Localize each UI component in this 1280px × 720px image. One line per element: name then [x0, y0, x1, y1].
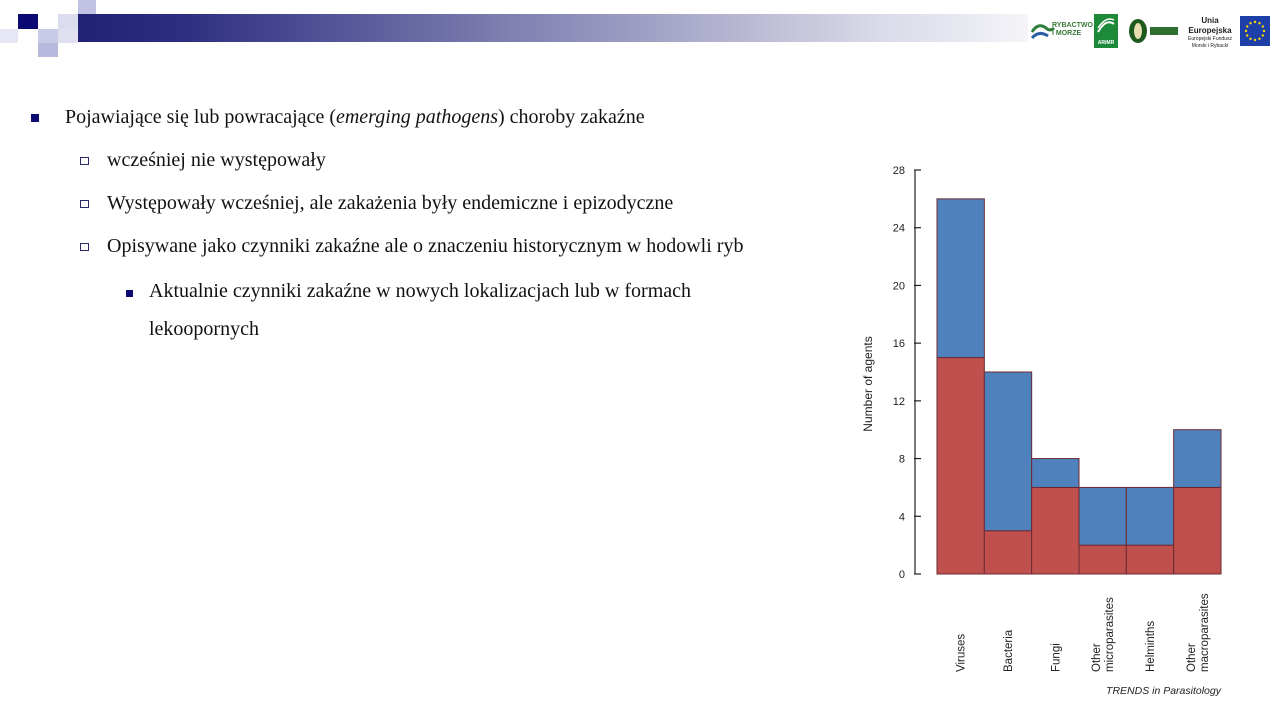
eu-subtitle-2: Morski i Rybacki: [1191, 43, 1229, 49]
bullet-marker: [80, 200, 89, 208]
bullet-marker: [31, 114, 39, 122]
bullet-level2: Występowały wcześniej, ale zakażenia były endemiczne i epizodyczne: [107, 192, 674, 214]
bar-segment-red: [1126, 545, 1173, 574]
eu-title: Unia Europejska: [1188, 16, 1232, 35]
logo-strip: [1030, 14, 1275, 50]
bullet-level1: [65, 105, 645, 129]
bullet-level3-continuation: lekoopornych: [149, 318, 259, 340]
y-tick-label: 20: [892, 280, 905, 293]
bullet-level3: Aktualnie czynniki zakaźne w nowych lokalizacjach lub w formach: [149, 280, 692, 302]
fish-wave-logo: [1030, 16, 1093, 46]
bullet-marker: [80, 243, 89, 251]
chart-canvas: [855, 150, 1245, 705]
eu-label: [1182, 16, 1238, 50]
bullet-text: Pojawiające się lub powracające (: [65, 106, 336, 128]
bar-segment-blue: [1174, 430, 1221, 488]
bar-segment-blue: [1079, 487, 1126, 545]
y-tick-label: 8: [898, 453, 905, 466]
y-axis-label: Number of agents: [861, 336, 875, 432]
eu-subtitle-1: Europejski Fundusz: [1188, 36, 1232, 42]
bar-segment-red: [1079, 545, 1126, 574]
chart-source-label: TRENDS in Parasitology: [1106, 685, 1221, 697]
bar-segment-red: [937, 358, 984, 574]
y-tick-label: 12: [892, 395, 905, 408]
x-tick-label: Other: [1185, 643, 1198, 672]
bullet-marker: [80, 157, 89, 165]
x-tick-label: macroparasites: [1198, 593, 1211, 672]
bullet-level2: Opisywane jako czynniki zakaźne ale o znaczeniu historycznym w hodowli ryb: [107, 235, 744, 257]
y-tick-label: 24: [892, 222, 905, 235]
x-tick-label: Other: [1091, 643, 1104, 672]
bullet-marker: [126, 290, 133, 297]
x-tick-label: Viruses: [955, 633, 968, 672]
eu-flag-icon: [1240, 16, 1270, 46]
bar-segment-red: [1174, 487, 1221, 574]
rybactwo-text: RYBACTWO: [1052, 22, 1093, 29]
bar-segment-blue: [937, 199, 984, 358]
bullet-text-after: ) choroby zakaźne: [498, 106, 645, 128]
x-tick-label: Helminths: [1145, 620, 1157, 672]
x-tick-label: Bacteria: [1003, 629, 1015, 672]
bullet-emphasis: emerging pathogens: [335, 106, 498, 128]
stacked-bar-chart: [855, 150, 1245, 705]
rybactwo-subtext: I MORZE: [1052, 30, 1082, 37]
y-tick-label: 0: [898, 569, 905, 581]
y-tick-label: 28: [892, 165, 905, 177]
bullet-level2: wcześniej nie występowały: [107, 149, 326, 171]
arimr-text: ARiMR: [1097, 40, 1115, 46]
x-tick-label: Fungi: [1050, 643, 1063, 672]
arimr-logo: [1094, 14, 1118, 48]
bar-segment-red: [984, 531, 1031, 574]
bar-segment-blue: [1032, 459, 1079, 488]
leader-logo: [1128, 16, 1180, 46]
y-tick-label: 4: [898, 511, 905, 524]
x-tick-label: microparasites: [1104, 597, 1117, 672]
bar-segment-blue: [984, 372, 1031, 531]
y-tick-label: 16: [892, 338, 905, 351]
bar-segment-red: [1032, 487, 1079, 574]
bar-segment-blue: [1126, 487, 1173, 545]
